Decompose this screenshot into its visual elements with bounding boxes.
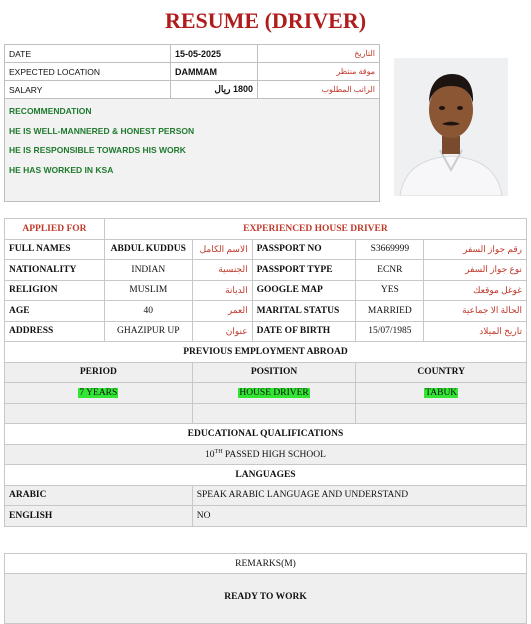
applied-row [5, 219, 527, 240]
full-name-value: ABDUL KUDDUS [104, 239, 192, 260]
language-level: SPEAK ARABIC LANGUAGE AND UNDERSTAND [192, 485, 526, 506]
google-map-value: YES [356, 280, 424, 301]
language-name: ENGLISH [5, 506, 193, 527]
employment-empty-row [5, 403, 527, 424]
country-cell [356, 383, 527, 404]
dob-label-ar: تاريخ الميلاد [424, 321, 527, 342]
employment-columns-row [5, 362, 527, 383]
passport-no-value: S3669999 [356, 239, 424, 260]
age-label: AGE [5, 301, 105, 322]
empty-cell [356, 403, 527, 424]
remarks-value: READY TO WORK [224, 592, 307, 602]
marital-status-label-ar: الحالة الا جماعية [424, 301, 527, 322]
date-row [5, 45, 380, 63]
location-label: EXPECTED LOCATION [5, 63, 171, 81]
recommendation-item: HE HAS WORKED IN KSA [9, 164, 114, 175]
recommendation-heading: RECOMMENDATION [9, 106, 92, 116]
employment-heading-row [5, 342, 527, 363]
salary-value: 1800 ريال [171, 81, 258, 99]
passport-type-label-ar: نوع جواز السفر [424, 260, 527, 281]
date-label-ar: التاريخ [258, 45, 380, 63]
detail-row [5, 280, 527, 301]
language-level: NO [192, 506, 526, 527]
education-heading: EDUCATIONAL QUALIFICATIONS [5, 424, 527, 445]
recommendation-item: HE IS RESPONSIBLE TOWARDS HIS WORK [9, 145, 186, 155]
passport-type-value: ECNR [356, 260, 424, 281]
recommendation-item: HE IS WELL-MANNERED & HONEST PERSON [9, 125, 195, 136]
language-row [5, 506, 527, 527]
passport-type-label: PASSPORT TYPE [252, 260, 356, 281]
position-column: POSITION [192, 362, 356, 383]
resume-title: RESUME (DRIVER) [164, 8, 367, 33]
education-grade: 10 [205, 449, 215, 460]
remarks-section [4, 553, 527, 624]
detail-row [5, 301, 527, 322]
detail-row [5, 321, 527, 342]
applied-label: APPLIED FOR [5, 219, 105, 240]
religion-label: RELIGION [5, 280, 105, 301]
period-cell [5, 383, 193, 404]
google-map-label: GOOGLE MAP [252, 280, 356, 301]
candidate-photo [394, 58, 508, 196]
passport-no-label-ar: رقم جواز السفر [424, 239, 527, 260]
empty-cell [192, 403, 356, 424]
religion-value: MUSLIM [104, 280, 192, 301]
address-label-ar: عنوان [192, 321, 252, 342]
period-value: 7 YEARS [79, 387, 118, 398]
address-label: ADDRESS [5, 321, 105, 342]
google-map-label-ar: غوغل موقعك [424, 280, 527, 301]
language-row [5, 485, 527, 506]
age-label-ar: العمر [192, 301, 252, 322]
education-row [5, 444, 527, 465]
education-text: PASSED HIGH SCHOOL [222, 449, 326, 460]
date-label: DATE [5, 45, 171, 63]
person-portrait-icon [394, 58, 508, 196]
age-value: 40 [104, 301, 192, 322]
summary-table [4, 44, 380, 99]
languages-heading: LANGUAGES [5, 465, 527, 486]
details-table [4, 218, 527, 527]
marital-status-value: MARRIED [356, 301, 424, 322]
country-value: TABUK [425, 387, 458, 398]
location-row [5, 63, 380, 81]
dob-value: 15/07/1985 [356, 321, 424, 342]
education-suffix: TH [214, 448, 223, 455]
date-value: 15-05-2025 [171, 45, 258, 63]
position-value: HOUSE DRIVER [239, 387, 309, 398]
applied-value: EXPERIENCED HOUSE DRIVER [104, 219, 526, 240]
remarks-heading: REMARKS(M) [5, 554, 526, 574]
detail-row [5, 239, 527, 260]
nationality-label: NATIONALITY [5, 260, 105, 281]
salary-label: SALARY [5, 81, 171, 99]
education-value [5, 444, 527, 465]
passport-no-label: PASSPORT NO [252, 239, 356, 260]
detail-row [5, 260, 527, 281]
dob-label: DATE OF BIRTH [252, 321, 356, 342]
address-value: GHAZIPUR UP [104, 321, 192, 342]
nationality-value: INDIAN [104, 260, 192, 281]
empty-cell [5, 403, 193, 424]
religion-label-ar: الديانة [192, 280, 252, 301]
location-value: DAMMAM [171, 63, 258, 81]
marital-status-label: MARITAL STATUS [252, 301, 356, 322]
employment-row [5, 383, 527, 404]
salary-row [5, 81, 380, 99]
employment-heading: PREVIOUS EMPLOYMENT ABROAD [5, 342, 527, 363]
country-column: COUNTRY [356, 362, 527, 383]
full-name-label-ar: الاسم الكامل [192, 239, 252, 260]
location-label-ar: موقة منتظر [258, 63, 380, 81]
salary-label-ar: الراتب المطلوب [258, 81, 380, 99]
languages-heading-row [5, 465, 527, 486]
nationality-label-ar: الجنسية [192, 260, 252, 281]
language-name: ARABIC [5, 485, 193, 506]
period-column: PERIOD [5, 362, 193, 383]
full-name-label: FULL NAMES [5, 239, 105, 260]
position-cell [192, 383, 356, 404]
education-heading-row [5, 424, 527, 445]
recommendations [9, 102, 194, 180]
